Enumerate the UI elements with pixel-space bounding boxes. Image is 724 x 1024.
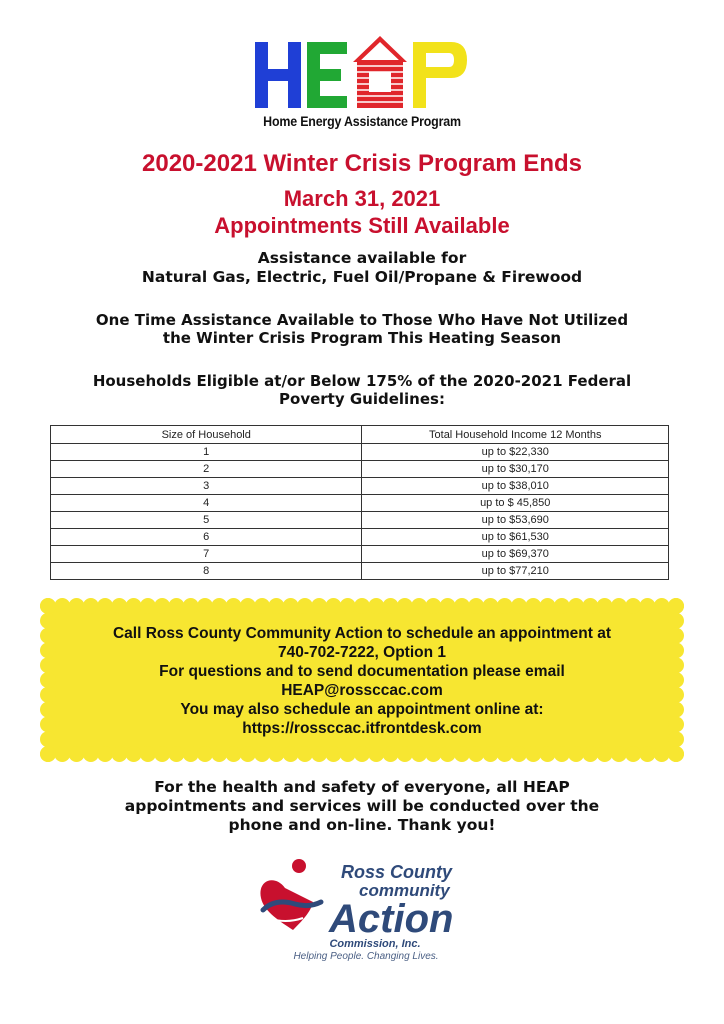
safety-line-3: phone and on-line. Thank you! xyxy=(228,816,496,834)
heap-letter-p xyxy=(413,42,467,108)
contact-email-intro: For questions and to send documentation please email xyxy=(159,663,565,680)
logo-tagline: Helping People. Changing Lives. xyxy=(293,951,439,962)
income-limit-cell: up to $61,530 xyxy=(362,529,669,546)
headline-appointments: Appointments Still Available xyxy=(214,213,510,238)
income-limit-cell: up to $22,330 xyxy=(362,444,669,461)
assistance-intro: Assistance available for xyxy=(257,249,467,267)
headline-program-ends: 2020-2021 Winter Crisis Program Ends xyxy=(142,150,582,177)
contact-call-line: Call Ross County Community Action to schedule an appointment at xyxy=(112,625,612,642)
contact-online-intro: You may also schedule an appointment online at: xyxy=(180,701,544,718)
household-size-cell: 8 xyxy=(51,563,362,580)
table-row xyxy=(51,478,669,495)
income-limit-cell: up to $53,690 xyxy=(362,512,669,529)
table-header-row xyxy=(51,426,669,444)
income-limit-cell: up to $38,010 xyxy=(362,478,669,495)
table-row xyxy=(51,563,669,580)
income-limit-cell: up to $77,210 xyxy=(362,563,669,580)
heap-letter-h xyxy=(255,42,301,108)
household-size-cell: 1 xyxy=(51,444,362,461)
table-row xyxy=(51,512,669,529)
income-guidelines-table xyxy=(50,425,669,580)
column-header-household-size: Size of Household xyxy=(51,426,362,444)
heap-subtitle: Home Energy Assistance Program xyxy=(263,114,461,129)
one-time-line-2: the Winter Crisis Program This Heating Season xyxy=(162,329,562,347)
income-limit-cell: up to $30,170 xyxy=(362,461,669,478)
logo-ross-county: Ross County xyxy=(341,862,453,882)
logo-community: community xyxy=(359,881,450,900)
income-limit-cell: up to $69,370 xyxy=(362,546,669,563)
heap-letter-e xyxy=(307,42,347,108)
eligibility-line-1: Households Eligible at/or Below 175% of the 2020-2021 Federal xyxy=(92,372,632,390)
contact-website: https://rossccac.itfrontdesk.com xyxy=(242,720,482,737)
column-header-income: Total Household Income 12 Months xyxy=(362,426,669,444)
table-row xyxy=(51,444,669,461)
eligibility-line-2: Poverty Guidelines: xyxy=(279,390,445,408)
headline-date: March 31, 2021 xyxy=(283,186,441,211)
household-size-cell: 4 xyxy=(51,495,362,512)
contact-phone: 740-702-7222, Option 1 xyxy=(278,644,446,661)
contact-email: HEAP@rossccac.com xyxy=(281,682,443,699)
logo-action: Action xyxy=(329,897,454,941)
household-size-cell: 5 xyxy=(51,512,362,529)
table-row xyxy=(51,546,669,563)
assistance-types: Natural Gas, Electric, Fuel Oil/Propane & Firewood xyxy=(141,268,583,286)
household-size-cell: 3 xyxy=(51,478,362,495)
household-size-cell: 2 xyxy=(51,461,362,478)
income-limit-cell: up to $ 45,850 xyxy=(362,495,669,512)
household-size-cell: 6 xyxy=(51,529,362,546)
household-size-cell: 7 xyxy=(51,546,362,563)
safety-notice xyxy=(0,778,724,835)
table-row xyxy=(51,461,669,478)
contact-info xyxy=(40,624,684,738)
table-row xyxy=(51,495,669,512)
safety-line-2: appointments and services will be conducted over the xyxy=(124,797,600,815)
heap-letter-a-house-icon xyxy=(353,36,407,108)
one-time-line-1: One Time Assistance Available to Those Who Have Not Utilized xyxy=(95,311,629,329)
heart-hands-icon xyxy=(260,859,321,930)
logo-commission: Commission, Inc. xyxy=(329,938,421,950)
safety-line-1: For the health and safety of everyone, all HEAP xyxy=(154,778,570,796)
table-row xyxy=(51,529,669,546)
